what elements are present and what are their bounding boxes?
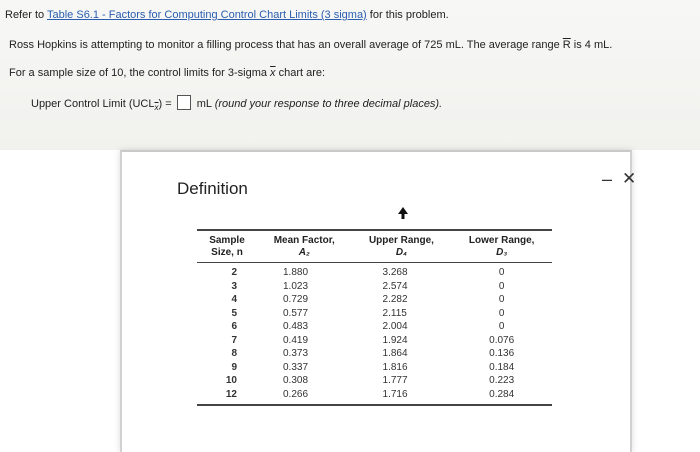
process-description — [9, 39, 612, 51]
header-lower-range: Lower Range, D₃ — [468, 235, 535, 258]
minimize-icon[interactable]: – — [601, 169, 612, 189]
table-row: 10 0.308 1.777 0.223 — [225, 375, 515, 386]
ucl-question — [31, 95, 442, 112]
problem-statement — [0, 0, 700, 150]
sample-size-line — [9, 67, 325, 79]
ucl-unit: mL — [196, 98, 212, 110]
x-bar-symbol: $\overline{x}$ — [270, 67, 276, 79]
mouse-pointer-icon — [398, 207, 408, 221]
ucl-answer-input[interactable] — [177, 95, 191, 110]
table-row: 7 0.419 1.924 0.076 — [231, 334, 515, 346]
table-row: 5 0.577 2.115 0 — [231, 307, 505, 319]
sample-size-text: For a sample size of 10, the control limits for 3-sigma — [9, 67, 267, 79]
table-body — [197, 263, 552, 405]
process-text: Ross Hopkins is attempting to monitor a filling process that has an overall average of 725 mL. The average range — [9, 39, 560, 51]
table-header-row — [197, 231, 552, 263]
header-sample-size: Sample Size, n — [209, 235, 245, 258]
sample-size-suffix: chart are: — [278, 67, 326, 79]
process-text-end: is 4 mL. — [573, 39, 613, 51]
ucl-subscript: x — [154, 103, 159, 113]
table-row: 6 0.483 2.004 0 — [231, 321, 505, 332]
table-reference-link[interactable]: Table S6.1 - Factors for Computing Control Chart Limits (3 sigma) — [47, 9, 367, 21]
header-upper-range: Upper Range, D₄ — [368, 235, 434, 258]
ucl-label: Upper Control Limit (UCL — [31, 98, 155, 110]
close-icon[interactable]: ✕ — [622, 169, 637, 188]
table-row: 12 0.266 1.716 0.284 — [225, 388, 515, 400]
control-chart-factors-table — [197, 229, 552, 406]
refer-prefix: Refer to — [5, 9, 45, 21]
table-row: 8 0.373 1.864 0.136 — [231, 348, 515, 359]
dialog-title: Definition — [177, 179, 248, 198]
table-row: 3 1.023 2.574 0 — [231, 280, 505, 292]
table-row: 2 1.880 3.268 0 — [231, 267, 505, 278]
table-row: 9 0.337 1.816 0.184 — [231, 361, 515, 373]
header-mean-factor: Mean Factor, A₂ — [273, 235, 335, 258]
ucl-equals: ) = — [158, 98, 172, 110]
refer-suffix: for this problem. — [369, 9, 449, 21]
table-row: 4 0.729 2.282 0 — [231, 294, 505, 305]
refer-line — [5, 9, 449, 21]
ucl-hint: (round your response to three decimal places). — [214, 98, 443, 110]
definition-dialog — [120, 150, 637, 452]
r-bar-symbol: $\overline{R}$ — [562, 39, 571, 51]
